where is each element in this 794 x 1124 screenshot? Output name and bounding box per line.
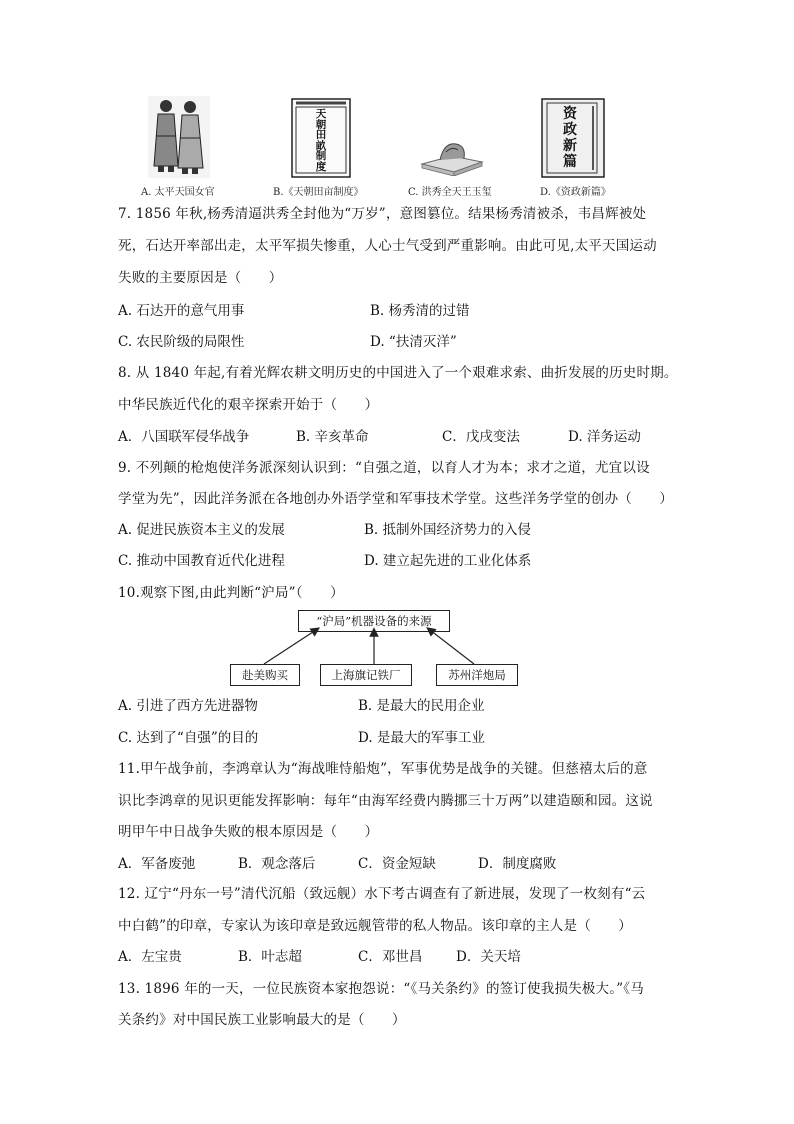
image-jade-seal bbox=[418, 136, 486, 176]
q10-option-a: A. 引进了西方先进器物 bbox=[118, 698, 258, 714]
q11-line-2: 识比李鸿章的见识更能发挥影响：每年“由海军经费内腾挪三十万两”以建造颐和园。这说 bbox=[118, 793, 653, 809]
q7-option-a: A. 石达开的意气用事 bbox=[118, 303, 245, 319]
q8-line-2: 中华民族近代化的艰辛探索开始于（ ） bbox=[118, 397, 379, 413]
q9-option-a: A. 促进民族资本主义的发展 bbox=[118, 522, 285, 538]
q9-line-1: 9. 不列颠的枪炮使洋务派深刻认识到：“自强之道，以育人才为本；求才之道，尤宜以设 bbox=[118, 460, 650, 476]
q7-option-b: B. 杨秀清的过错 bbox=[370, 303, 470, 319]
image-d-caption: D.《资政新篇》 bbox=[540, 187, 611, 198]
q7-option-c: C. 农民阶级的局限性 bbox=[118, 334, 245, 350]
q7-line-3: 失败的主要原因是（ ） bbox=[118, 270, 283, 286]
q11-option-b: B．观念落后 bbox=[238, 856, 316, 872]
q9-option-d: D. 建立起先进的工业化体系 bbox=[364, 553, 532, 569]
q13-line-2: 关条约》对中国民族工业影响最大的是（ ） bbox=[118, 1012, 406, 1028]
q11-option-d: D．制度腐败 bbox=[478, 856, 557, 872]
flow-box-shanghai-ironworks: 上海旗记铁厂 bbox=[320, 664, 412, 686]
q12-option-b: B．叶志超 bbox=[238, 949, 302, 965]
book-d-char: 政 bbox=[563, 122, 577, 138]
q8-line-1: 8. 从 1840 年起,有着光辉农耕文明历史的中国进入了一个艰难求索、曲折发展的历史时期。 bbox=[118, 365, 678, 381]
book-b-char: 畝 bbox=[315, 139, 327, 152]
q7-line-1: 7. 1856 年秋,杨秀清逼洪秀全封他为“万岁”，意图篡位。结果杨秀清被杀，韦昌辉被处 bbox=[118, 206, 647, 222]
q11-line-3: 明甲午中日战争失败的根本原因是（ ） bbox=[118, 824, 379, 840]
image-zizheng-xinpian-book bbox=[541, 98, 605, 178]
image-c-caption: C. 洪秀全天王玉玺 bbox=[408, 187, 492, 198]
q8-option-b: B. 辛亥革命 bbox=[296, 429, 369, 445]
q10-option-b: B. 是最大的民用企业 bbox=[358, 698, 485, 714]
book-b-char: 制 bbox=[315, 150, 327, 162]
flow-box-buy-in-usa: 赴美购买 bbox=[230, 664, 300, 686]
q12-line-2: 中白鹤”的印章，专家认为该印章是致远舰管带的私人物品。该印章的主人是（ ） bbox=[118, 918, 633, 934]
q7-option-d: D. “扶清灭洋” bbox=[370, 334, 457, 350]
flow-top-box: “沪局”机器设备的来源 bbox=[298, 610, 450, 632]
q9-option-c: C. 推动中国教育近代化进程 bbox=[118, 553, 285, 569]
q9-option-b: B. 抵制外国经济势力的入侵 bbox=[364, 522, 532, 538]
book-b-char: 田 bbox=[315, 129, 327, 141]
book-b-char: 度 bbox=[315, 160, 327, 173]
q8-option-d: D. 洋务运动 bbox=[568, 429, 641, 445]
flow-arrow bbox=[430, 630, 474, 664]
q11-line-1: 11.甲午战争前，李鸿章认为“海战唯恃船炮”，军事优势是战争的关键。但慈禧太后的意 bbox=[118, 761, 648, 777]
flow-arrow bbox=[264, 630, 316, 664]
q8-option-c: C．戊戌变法 bbox=[442, 429, 520, 445]
book-d-char: 篇 bbox=[563, 154, 577, 170]
image-taiping-female-officials bbox=[148, 96, 210, 178]
book-d-char: 资 bbox=[563, 106, 577, 122]
q8-option-a: A．八国联军侵华战争 bbox=[118, 429, 250, 445]
q12-option-c: C．邓世昌 bbox=[358, 949, 423, 965]
q13-line-1: 13. 1896 年的一天，一位民族资本家抱怨说：“《马关条约》的签订使我损失极大。”《马 bbox=[118, 981, 644, 997]
book-b-char: 朝 bbox=[315, 118, 327, 131]
flow-box-suzhou-arsenal: 苏州洋炮局 bbox=[436, 664, 518, 686]
q7-line-2: 死，石达开率部出走，太平军损失惨重，人心士气受到严重影响。由此可见,太平天国运动 bbox=[118, 238, 657, 254]
q12-line-1: 12. 辽宁“丹东一号”清代沉船（致远舰）水下考古调查有了新进展，发现了一枚刻有“云 bbox=[118, 886, 646, 902]
q12-option-d: D．关天培 bbox=[456, 949, 521, 965]
image-b-caption: B.《天朝田亩制度》 bbox=[273, 187, 364, 198]
q11-option-a: A．军备废弛 bbox=[118, 856, 196, 872]
q10-option-d: D. 是最大的军事工业 bbox=[358, 730, 485, 746]
book-b-char: 天 bbox=[315, 108, 327, 120]
book-d-char: 新 bbox=[563, 138, 577, 154]
q10-line-1: 10.观察下图,由此判断“沪局”（ ） bbox=[118, 585, 344, 601]
q9-line-2: 学堂为先”，因此洋务派在各地创办外语学堂和军事技术学堂。这些洋务学堂的创办（ ） bbox=[118, 491, 674, 507]
image-tianchao-tianmu-book bbox=[291, 98, 351, 178]
image-a-caption: A. 太平天国女官 bbox=[141, 187, 215, 198]
q10-option-c: C. 达到了“自强”的目的 bbox=[118, 730, 259, 746]
q12-option-a: A．左宝贵 bbox=[118, 949, 182, 965]
q11-option-c: C．资金短缺 bbox=[358, 856, 436, 872]
